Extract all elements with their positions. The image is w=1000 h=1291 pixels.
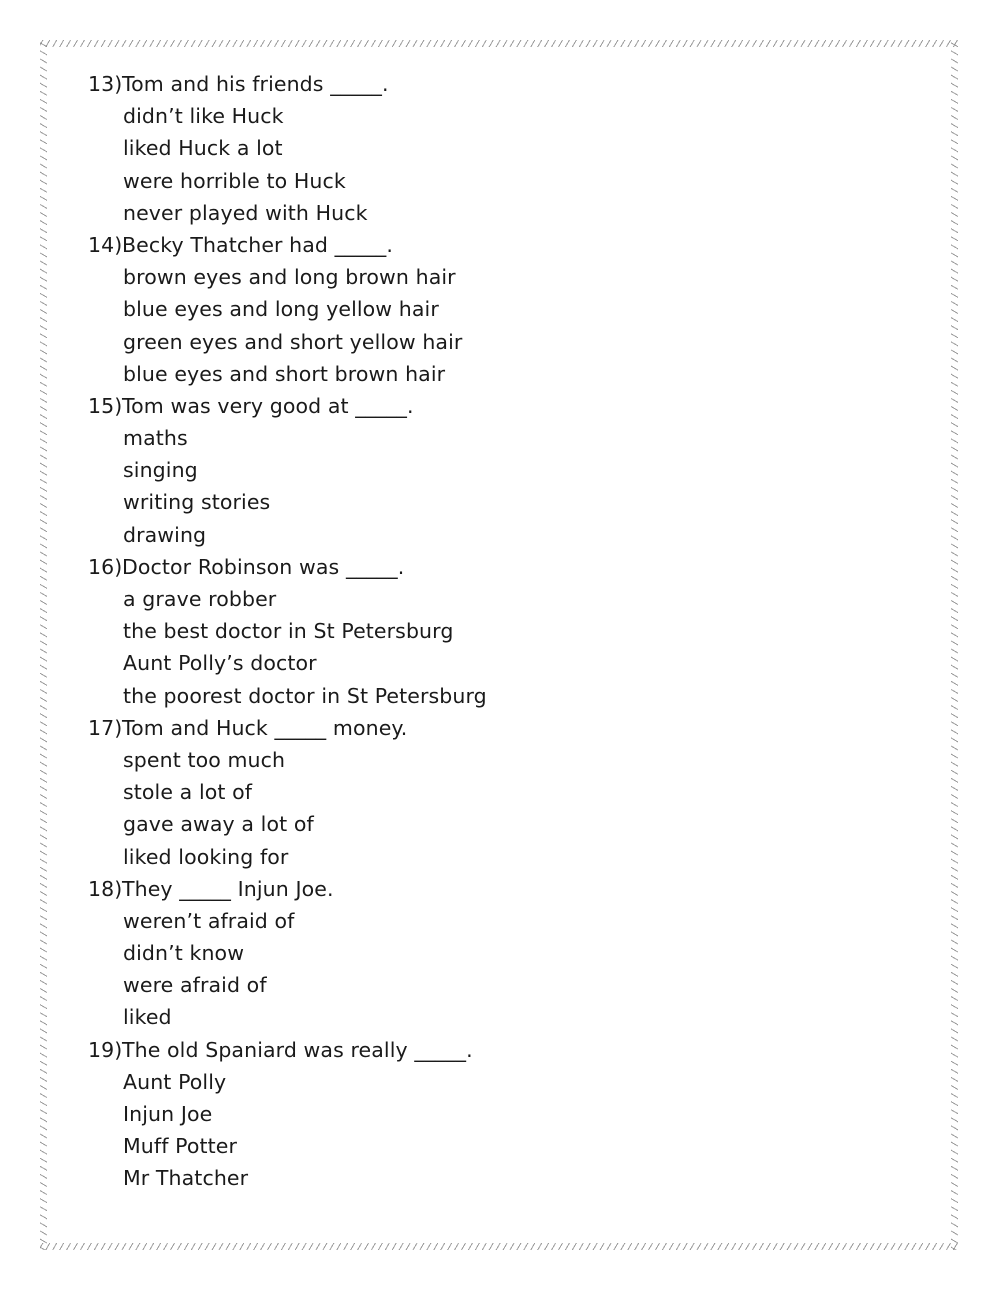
answer-option[interactable]: writing stories xyxy=(123,490,271,515)
answer-option[interactable]: singing xyxy=(123,458,198,483)
question-line xyxy=(88,390,908,422)
answer-option[interactable]: liked looking for xyxy=(123,844,289,869)
answer-option[interactable]: green eyes and short yellow hair xyxy=(123,329,463,354)
answer-option[interactable]: gave away a lot of xyxy=(123,812,314,837)
question-number: 17) xyxy=(88,715,123,740)
answer-option[interactable]: Muff Potter xyxy=(123,1134,238,1159)
question-line xyxy=(88,1034,908,1066)
answer-option[interactable]: maths xyxy=(123,426,188,451)
question-line xyxy=(88,873,908,905)
question-text: Becky Thatcher had _____. xyxy=(122,232,394,257)
answer-option[interactable]: Mr Thatcher xyxy=(123,1166,249,1191)
question-text: They _____ Injun Joe. xyxy=(122,876,334,901)
answer-option[interactable]: blue eyes and long yellow hair xyxy=(123,297,439,322)
question-text: Doctor Robinson was _____. xyxy=(122,554,405,579)
answer-option[interactable]: didn’t like Huck xyxy=(123,104,284,129)
answer-option[interactable]: spent too much xyxy=(123,747,286,772)
answer-option[interactable]: Aunt Polly xyxy=(123,1069,227,1094)
question-line xyxy=(88,229,908,261)
question-14 xyxy=(88,229,908,390)
answer-option[interactable]: Injun Joe xyxy=(123,1102,213,1126)
question-number: 19) xyxy=(88,1037,123,1062)
answer-option[interactable]: never played with Huck xyxy=(123,200,368,225)
question-18 xyxy=(88,873,908,1034)
question-line xyxy=(88,68,908,100)
answer-option[interactable]: a grave robber xyxy=(123,587,277,611)
answer-option[interactable]: brown eyes and long brown hair xyxy=(123,265,456,290)
answer-option[interactable]: liked Huck a lot xyxy=(123,136,283,161)
question-number: 15) xyxy=(88,393,123,418)
question-17 xyxy=(88,712,908,873)
answer-option[interactable]: liked xyxy=(123,1005,172,1030)
border-left xyxy=(40,40,47,1250)
answer-option[interactable]: Aunt Polly’s doctor xyxy=(123,651,317,676)
answer-option[interactable]: the best doctor in St Petersburg xyxy=(123,619,454,644)
question-text: Tom was very good at _____. xyxy=(122,393,414,418)
question-line xyxy=(88,712,908,744)
answer-option[interactable]: didn’t know xyxy=(123,941,245,966)
question-number: 18) xyxy=(88,876,123,901)
question-text: Tom and his friends _____. xyxy=(122,72,389,96)
question-text: The old Spaniard was really _____. xyxy=(122,1037,473,1062)
question-15 xyxy=(88,390,908,551)
answer-option[interactable]: drawing xyxy=(123,522,207,547)
question-number: 13) xyxy=(88,72,123,96)
answer-option[interactable]: blue eyes and short brown hair xyxy=(123,361,446,386)
answer-option[interactable]: were afraid of xyxy=(123,973,267,998)
answer-option[interactable]: weren’t afraid of xyxy=(123,908,295,933)
quiz-question-list xyxy=(88,68,908,1195)
question-16 xyxy=(88,551,908,712)
question-number: 16) xyxy=(88,554,123,579)
border-right xyxy=(951,40,958,1250)
question-13 xyxy=(88,68,908,229)
answer-option[interactable]: the poorest doctor in St Petersburg xyxy=(123,683,487,708)
border-top xyxy=(40,40,958,47)
answer-option[interactable]: were horrible to Huck xyxy=(123,168,346,193)
answer-option[interactable]: stole a lot of xyxy=(123,780,253,805)
question-19 xyxy=(88,1034,908,1195)
question-number: 14) xyxy=(88,232,123,257)
question-line xyxy=(88,551,908,583)
question-text: Tom and Huck _____ money. xyxy=(122,715,408,740)
border-bottom xyxy=(40,1243,958,1250)
